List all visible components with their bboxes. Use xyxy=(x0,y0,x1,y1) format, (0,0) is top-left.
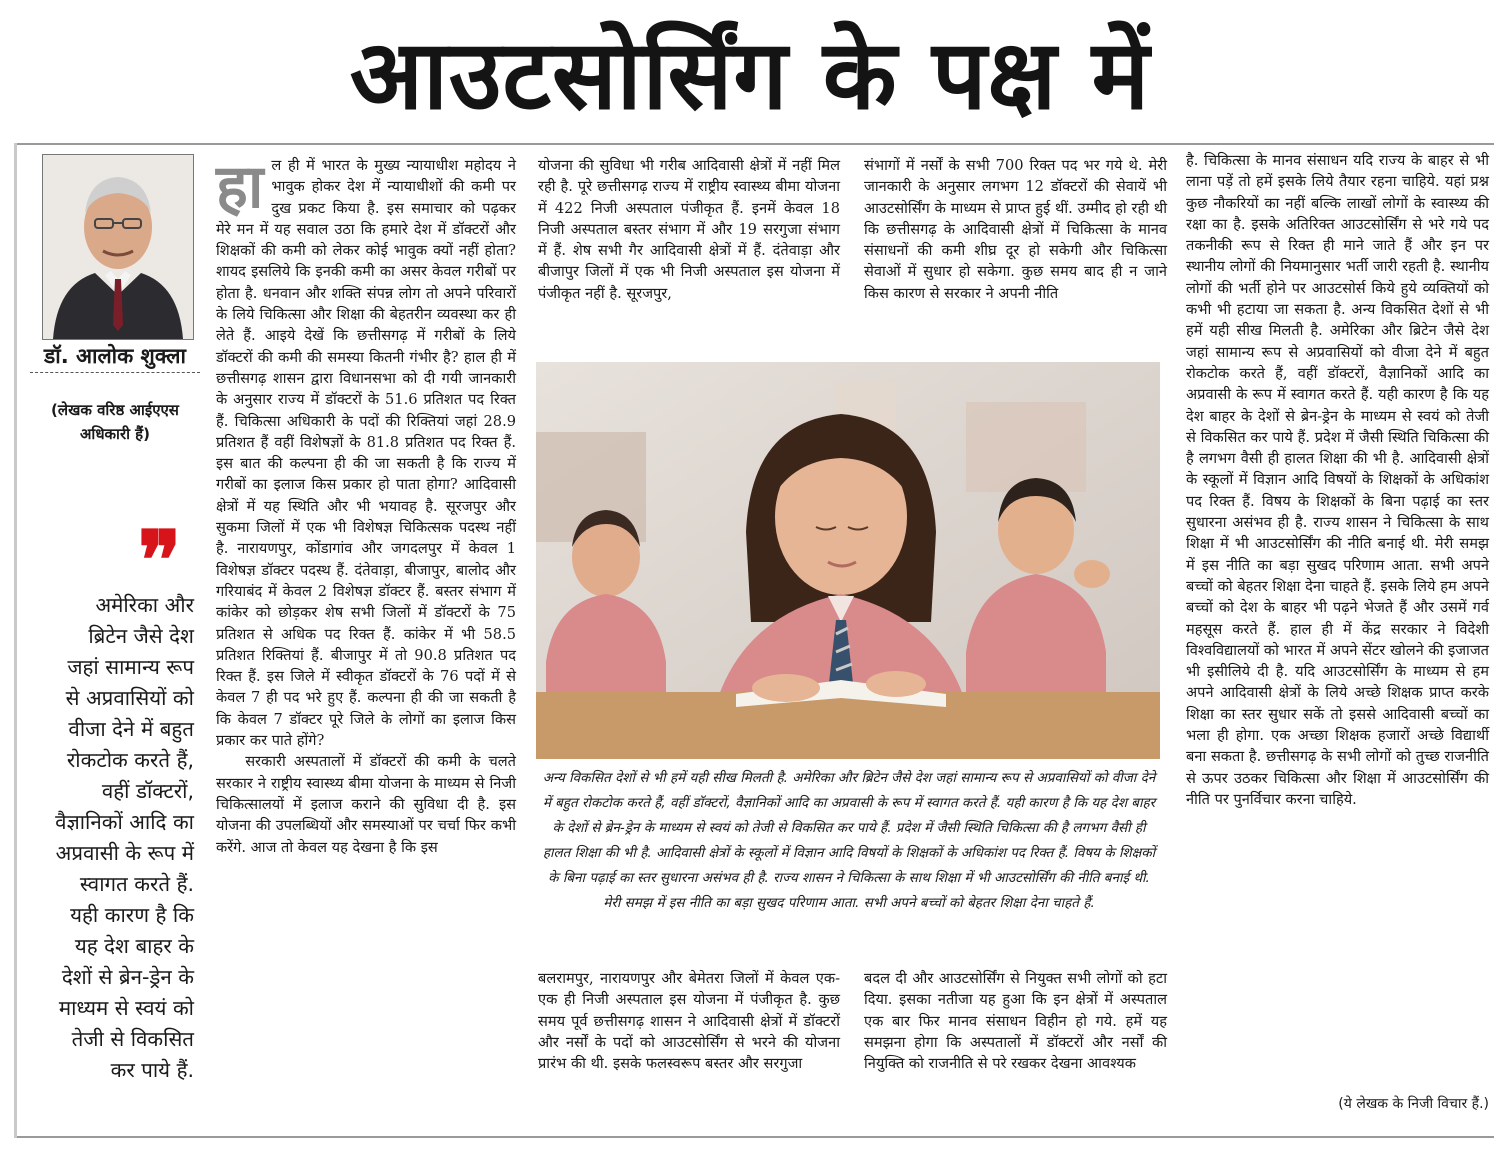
article-column-4: है. चिकित्सा के मानव संसाधन यदि राज्य के बाहर से भी लाना पड़ें तो हमें इसके लिये तैयार रहना चाहिये. यहां प्रश्न कुछ नौकरियों का नहीं बल्कि लाखों लोगों के स्वास्थ्य की रक्षा का है. इसके अतिरिक्त आउटसोर्सिंग से भरे गये पद तकनीकी रूप से रिक्त ही माने जाते हैं और इन पर स्थानीय लोगों की नियमानुसार भर्ती जारी रहती है. स्थानीय लोगों की भर्ती होने पर आउटसोर्स किये हुये व्यक्तियों को कभी भी हटाया जा सकता है. अन्य विकसित देशों से भी हमें यही सीख मिलती है. अमेरिका और ब्रिटेन जैसे देश जहां सामान्य रूप से अप्रवासियों को वीजा देने में बहुत रोकटोक करते हैं, वहीं डॉक्टरों, वैज्ञानिकों आदि का अप्रवासी के रूप में स्वागत करते हैं. यही कारण है कि यह देश बाहर के देशों से ब्रेन-ड्रेन के माध्यम से स्वयं को तेजी से विकसित कर पाये हैं. प्रदेश में जैसी स्थिति चिकित्सा की है लगभग वैसी ही हालत शिक्षा की भी है. आदिवासी क्षेत्रों के स्कूलों में विज्ञान आदि विषयों के शिक्षकों के अधिकांश पद रिक्त हैं. विषय के शिक्षकों के बिना पढ़ाई का स्तर सुधारना असंभव ही है. राज्य शासन ने चिकित्सा के साथ शिक्षा में भी आउटसोर्सिंग की नीति बनाई थी. मेरी समझ में इस नीति का बड़ा सुखद परिणाम आता. सभी अपने बच्चों को बेहतर शिक्षा देना चाहते हैं. इसके लिये हम अपने बच्चों को देश के बाहर भी पढ़ने भेजते हैं और उसमें गर्व महसूस करते हैं. हाल ही में केंद्र सरकार ने विदेशी विश्वविद्यालयों को भारत में अपने सेंटर खोलने की इजाजत भी इसीलिये दी है. यदि आउटसोर्सिंग के माध्यम से हम अपने आदिवासी क्षेत्रों के लिये अच्छे शिक्षक प्राप्त करके शिक्षा का स्तर सुधार सकें तो इससे आदिवासी बच्चों का भला ही होगा. एक अच्छा शिक्षक हजारों अच्छे विद्यार्थी बना सकता है. छत्तीसगढ़ के सभी लोगों को तुच्छ राजनीति से ऊपर उठकर चिकित्सा और शिक्षा में आउटसोर्सिंग की नीति पर पुनर्विचार करना चाहिये. xyxy=(1186,152,1489,808)
drop-cap: हा xyxy=(216,152,264,222)
pullquote-line: से अप्रवासियों को xyxy=(65,686,194,710)
pullquote-line: ब्रिटेन जैसे देश xyxy=(88,624,194,648)
author-photo xyxy=(42,154,194,340)
pullquote-line: यह देश बाहर के xyxy=(74,934,194,958)
pullquote-line: तेजी से विकसित xyxy=(71,1027,194,1051)
article-column-3-bottom: बदल दी और आउटसोर्सिंग से नियुक्त सभी लोगों को हटा दिया. इसका नतीजा यह हुआ कि इन क्षेत्रों में अस्पताल एक बार फिर मानव संसाधन विहीन हो गये. हमें यह समझना होगा कि अस्पतालों में डॉक्टरों और नर्सों की नियुक्ति को राजनीति से परे रखकर देखना आवश्यक xyxy=(864,970,1167,1073)
disclaimer: (ये लेखक के निजी विचार हैं.) xyxy=(1338,1096,1489,1112)
article-column-3-top: संभागों में नर्सों के सभी 700 रिक्त पद भर गये थे. मेरी जानकारी के अनुसार लगभग 12 डॉक्टरों की सेवायें भी आउटसोर्सिंग के माध्यम से प्राप्त हुई थीं. उम्मीद हो रही थी कि छत्तीसगढ़ के आदिवासी क्षेत्रों में चिकित्सा के मानव संसाधनों की कमी शीघ्र दूर हो सकेगी और चिकित्सा सेवाओं में सुधार हो सकेगा. कुछ समय बाद ही न जाने किस कारण से सरकार ने अपनी नीति xyxy=(864,157,1167,302)
article-column-1 xyxy=(216,152,516,858)
pullquote-line: जहां सामान्य रूप xyxy=(67,655,194,679)
article-column-2-top: योजना की सुविधा भी गरीब आदिवासी क्षेत्रों में नहीं मिल रही है. पूरे छत्तीसगढ़ राज्य में राष्ट्रीय स्वास्थ्य बीमा योजना में 422 निजी अस्पताल पंजीकृत हैं. इनमें केवल 18 निजी अस्पताल बस्तर संभाग में और 19 सरगुजा संभाग में हैं. शेष सभी गैर आदिवासी क्षेत्रों में हैं. दंतेवाड़ा और बीजापुर जिलों में एक भी निजी अस्पताल इस योजना में पंजीकृत नहीं है. सूरजपुर, xyxy=(538,157,840,302)
headline: आउटसोर्सिंग के पक्ष में xyxy=(349,19,1151,131)
classroom-photo xyxy=(536,362,1160,759)
author-role: (लेखक वरिष्ठ आईएएस अधिकारी हैं) xyxy=(51,401,179,443)
pullquote-line: अमेरिका और xyxy=(95,593,194,617)
pullquote-line: वीजा देने में बहुत xyxy=(68,717,194,741)
pullquote-line: कर पाये हैं. xyxy=(110,1058,194,1082)
pullquote-line: स्वागत करते हैं. xyxy=(79,872,194,896)
pullquote-line: वैज्ञानिकों आदि का xyxy=(55,810,194,834)
article-column-2-bottom: बलरामपुर, नारायणपुर और बेमेतरा जिलों में केवल एक-एक ही निजी अस्पताल इस योजना में पंजीकृत है. कुछ समय पूर्व छत्तीसगढ़ शासन ने आदिवासी क्षेत्रों में डॉक्टरों और नर्सों के पदों को आउटसोर्सिंग से भरने की योजना प्रारंभ की थी. इसके फलस्वरूप बस्तर और सरगुजा xyxy=(538,970,840,1073)
pullquote-line: अप्रवासी के रूप में xyxy=(55,841,194,865)
pullquote-line: देशों से ब्रेन-ड्रेन के xyxy=(61,965,194,989)
article-paragraph xyxy=(216,152,516,751)
pullquote-line: माध्यम से स्वयं को xyxy=(58,996,194,1020)
photo-caption: अन्य विकसित देशों से भी हमें यही सीख मिलती है. अमेरिका और ब्रिटेन जैसे देश जहां सामान्य रूप से अप्रवासियों को वीजा देने में बहुत रोकटोक करते हैं, वहीं डॉक्टरों, वैज्ञानिकों आदि का अप्रवासी के रूप में स्वागत करते हैं. यही कारण है कि यह देश बाहर के देशों से ब्रेन-ड्रेन के माध्यम से स्वयं को तेजी से विकसित कर पाये हैं. प्रदेश में जैसी स्थिति चिकित्सा की है लगभग वैसी ही हालत शिक्षा की भी है. आदिवासी क्षेत्रों के स्कूलों में विज्ञान आदि विषयों के शिक्षकों के अधिकांश पद रिक्त हैं. विषय के शिक्षकों के बिना पढ़ाई का स्तर सुधारना असंभव ही है. राज्य शासन ने चिकित्सा के साथ शिक्षा में भी आउटसोर्सिंग की नीति बनाई थी. मेरी समझ में इस नीति का बड़ा सुखद परिणाम आता. सभी अपने बच्चों को बेहतर शिक्षा देना चाहते हैं. xyxy=(542,770,1156,911)
author-divider xyxy=(30,372,200,374)
article-paragraph: सरकारी अस्पतालों में डॉक्टरों की कमी के चलते सरकार ने राष्ट्रीय स्वास्थ्य बीमा योजना के माध्यम से निजी चिकित्सालयों में इलाज कराने की सुविधा दी है. इस योजना की उपलब्धियों और समस्याओं पर चर्चा फिर कभी करेंगे. आज तो केवल यह देखना है कि इस xyxy=(216,753,516,856)
quote-mark-icon: ❞ xyxy=(138,513,182,607)
pullquote-line: यही कारण है कि xyxy=(70,903,194,927)
article-text: ल ही में भारत के मुख्य न्यायाधीश महोदय ने भावुक होकर देश में न्यायाधीशों की कमी पर दुख प्रकट किया है. इस समाचार को पढ़कर मेरे मन में यह सवाल उठा कि हमारे देश में डॉक्टरों और शिक्षकों की कमी को लेकर कोई भावुक क्यों नहीं होता? शायद इसलिये कि इनकी कमी का असर केवल गरीबों पर होता है. धनवान और शक्ति संपन्न लोग तो अपने परिवारों के लिये चिकित्सा और शिक्षा की बेहतरीन व्यवस्था कर ही लेते हैं. आइये देखें कि छत्तीसगढ़ में गरीबों के लिये डॉक्टरों की कमी की समस्या कितनी गंभीर है? हाल ही में छत्तीसगढ़ शासन द्वारा विधानसभा को दी गयी जानकारी के अनुसार राज्य में डॉक्टरों के 51.6 प्रतिशत पद रिक्त हैं. चिकित्सा अधिकारी के पदों की रिक्तियां जहां 28.9 प्रतिशत हैं वहीं विशेषज्ञों के 81.8 प्रतिशत पद रिक्त हैं. इस बात की कल्पना ही की जा सकती है कि राज्य में गरीबों का इलाज किस प्रकार हो पाता होगा? आदिवासी क्षेत्रों में यह स्थिति और भी भयावह है. सूरजपुर और सुकमा जिलों में एक भी विशेषज्ञ चिकित्सक पदस्थ नहीं है. नारायणपुर, कोंडागांव और जगदलपुर में केवल 1 विशेषज्ञ डॉक्टर पदस्थ हैं. दंतेवाड़ा, बीजापुर, बालोद और गरियाबंद में केवल 2 विशेषज्ञ डॉक्टर हैं. बस्तर संभाग में कांकेर को छोड़कर शेष सभी जिलों में डॉक्टरों के 75 प्रतिशत से अधिक पद रिक्त हैं. कांकेर में भी 58.5 प्रतिशत रिक्तियां हैं. बीजापुर में तो 90.8 प्रतिशत पद रिक्त हैं. इस जिले में स्वीकृत डॉक्टरों के 76 पदों में से केवल 7 ही पद भरे हुए हैं. कल्पना ही की जा सकती है कि केवल 7 डॉक्टर पूरे जिले के लोगों का इलाज किस प्रकार कर पाते होंगे? xyxy=(216,157,516,750)
pullquote xyxy=(22,590,194,1086)
pullquote-line: वहीं डॉक्टरों, xyxy=(101,779,194,803)
pullquote-line: रोकटोक करते हैं, xyxy=(66,748,194,772)
author-name: डॉ. आलोक शुक्ला xyxy=(44,344,186,368)
